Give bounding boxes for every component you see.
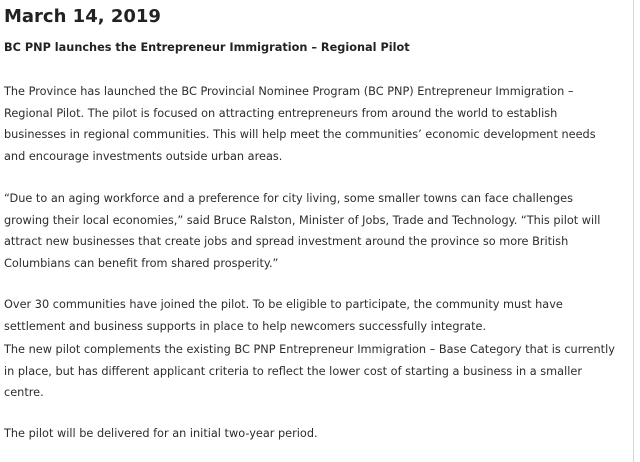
paragraph-line: The pilot will be delivered for an initial two-year period. xyxy=(4,427,318,440)
paragraph-complements xyxy=(4,339,630,404)
paragraph-line: The Province has launched the BC Provincial Nominee Program (BC PNP) Entrepreneur Immigration – xyxy=(4,85,574,98)
paragraph-line: The new pilot complements the existing BC PNP Entrepreneur Immigration – Base Category that is currently xyxy=(4,343,615,356)
paragraph-line: businesses in regional communities. This will help meet the communities’ economic development needs xyxy=(4,128,596,142)
article-date: March 14, 2019 xyxy=(4,6,161,27)
paragraph-line: “Due to an aging workforce and a preference for city living, some smaller towns can face challenges xyxy=(4,192,573,205)
paragraph-line: attract new businesses that create jobs and spread investment around the province so more British xyxy=(4,235,569,249)
paragraph-quote xyxy=(4,188,630,274)
paragraph-intro xyxy=(4,81,630,167)
paragraph-line: growing their local economies,” said Bruce Ralston, Minister of Jobs, Trade and Technology. “This pilot will xyxy=(4,213,601,227)
article-title: BC PNP launches the Entrepreneur Immigration – Regional Pilot xyxy=(4,41,410,54)
paragraph-line: Columbians can benefit from shared prosperity.” xyxy=(4,256,279,270)
paragraph-line: in place, but has different applicant criteria to reflect the lower cost of starting a business in a smaller xyxy=(4,364,582,378)
paragraph-line: and encourage investments outside urban areas. xyxy=(4,149,283,163)
paragraph-line: centre. xyxy=(4,386,44,400)
paragraph-line: Regional Pilot. The pilot is focused on attracting entrepreneurs from around the world to establish xyxy=(4,106,558,120)
paragraph-duration xyxy=(4,423,630,445)
paragraph-line: Over 30 communities have joined the pilot. To be eligible to participate, the community must have xyxy=(4,298,563,311)
paragraph-communities xyxy=(4,294,630,337)
paragraph-line: settlement and business supports in place to help newcomers successfully integrate. xyxy=(4,319,487,333)
